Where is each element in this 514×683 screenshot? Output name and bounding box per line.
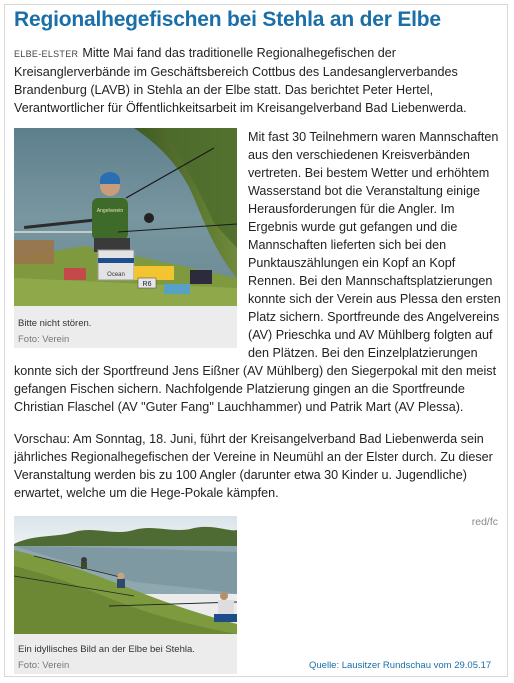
author-abbreviation: red/fc [471,516,498,528]
angler-photo [14,128,237,306]
figure-1-credit: Foto: Verein [18,334,70,345]
figure-1-caption: Bitte nicht stören. [18,318,92,329]
figure-2-credit: Foto: Verein [18,660,70,671]
peg-number: R6 [142,281,152,288]
preview-paragraph: Vorschau: Am Sonntag, 18. Juni, führt der Kreisangelverband Bad Liebenwerda sein jährliches Regionalhegefischen der Vereine in Neumühl an der Elster durch. Zu dieser Veranstaltung werden bis zu 100 Angler (darunter etwa 30 Kinder u. Jugendliche) erwartet, welche um die Hege-Pokale kämpfen. [14,432,493,500]
body-paragraph-continued: konnte sich der Sportfreund Jens Eißner (AV Mühlberg) den Siegerpokal mit den meist gefangen Fischen sichern. Nachfolgende Platzierung gingen an die Sportfreunde Christian Flaschel (AV "Guter Fang" Lauchhammer) und Patrik Mart (AV Plessa). [14,364,497,414]
figure-angler [14,128,237,348]
shirt-label: Angelverein [96,208,124,214]
source-link[interactable]: Quelle: Lausitzer Rundschau vom 29.05.17 [309,660,492,671]
figure-2-caption: Ein idyllisches Bild an der Elbe bei Stehla. [18,644,195,655]
body-paragraph-side: Mit fast 30 Teilnehmern waren Mannschaften aus den verschiedenen Kreisverbänden vertreten. Bei bestem Wetter und erhöhtem Wasserstand bot die Veranstaltung einige Herausforderungen für die Angler. Im Ergebnis wurde gut gefangen und die Mannschaften lieferten sich bei den Punktauszählungen ein Kopf an Kopf Rennen. Bei den Mannschaftsplatzierungen konnte sich der Verein aus Plessa den ersten Platz sichern. Sportfreunde des Angelvereins (AV) Prieschka und AV Mühlberg folgten auf den Plätzen. Bei den Einzelplatzierungen [248,130,501,360]
river-photo [14,516,237,634]
kicker-label: ELBE-ELSTER [14,49,79,59]
intro-paragraph [14,44,500,117]
article-headline: Regionalhegefischen bei Stehla an der Elbe [14,8,441,31]
intro-text: Mitte Mai fand das traditionelle Regionalhegefischen der Kreisanglerverbände im Geschäftsbereich Cottbus des Landesanglerverbandes Brandenburg (LAVB) in Stehla an der Elbe statt. Das berichtet Peter Hertel, Verantwortlicher für Öffentlichkeitsarbeit im Kreisangelverband Bad Liebenwerda. [14,46,467,115]
box-label: Ocean [107,272,125,278]
figure-river [14,516,237,674]
